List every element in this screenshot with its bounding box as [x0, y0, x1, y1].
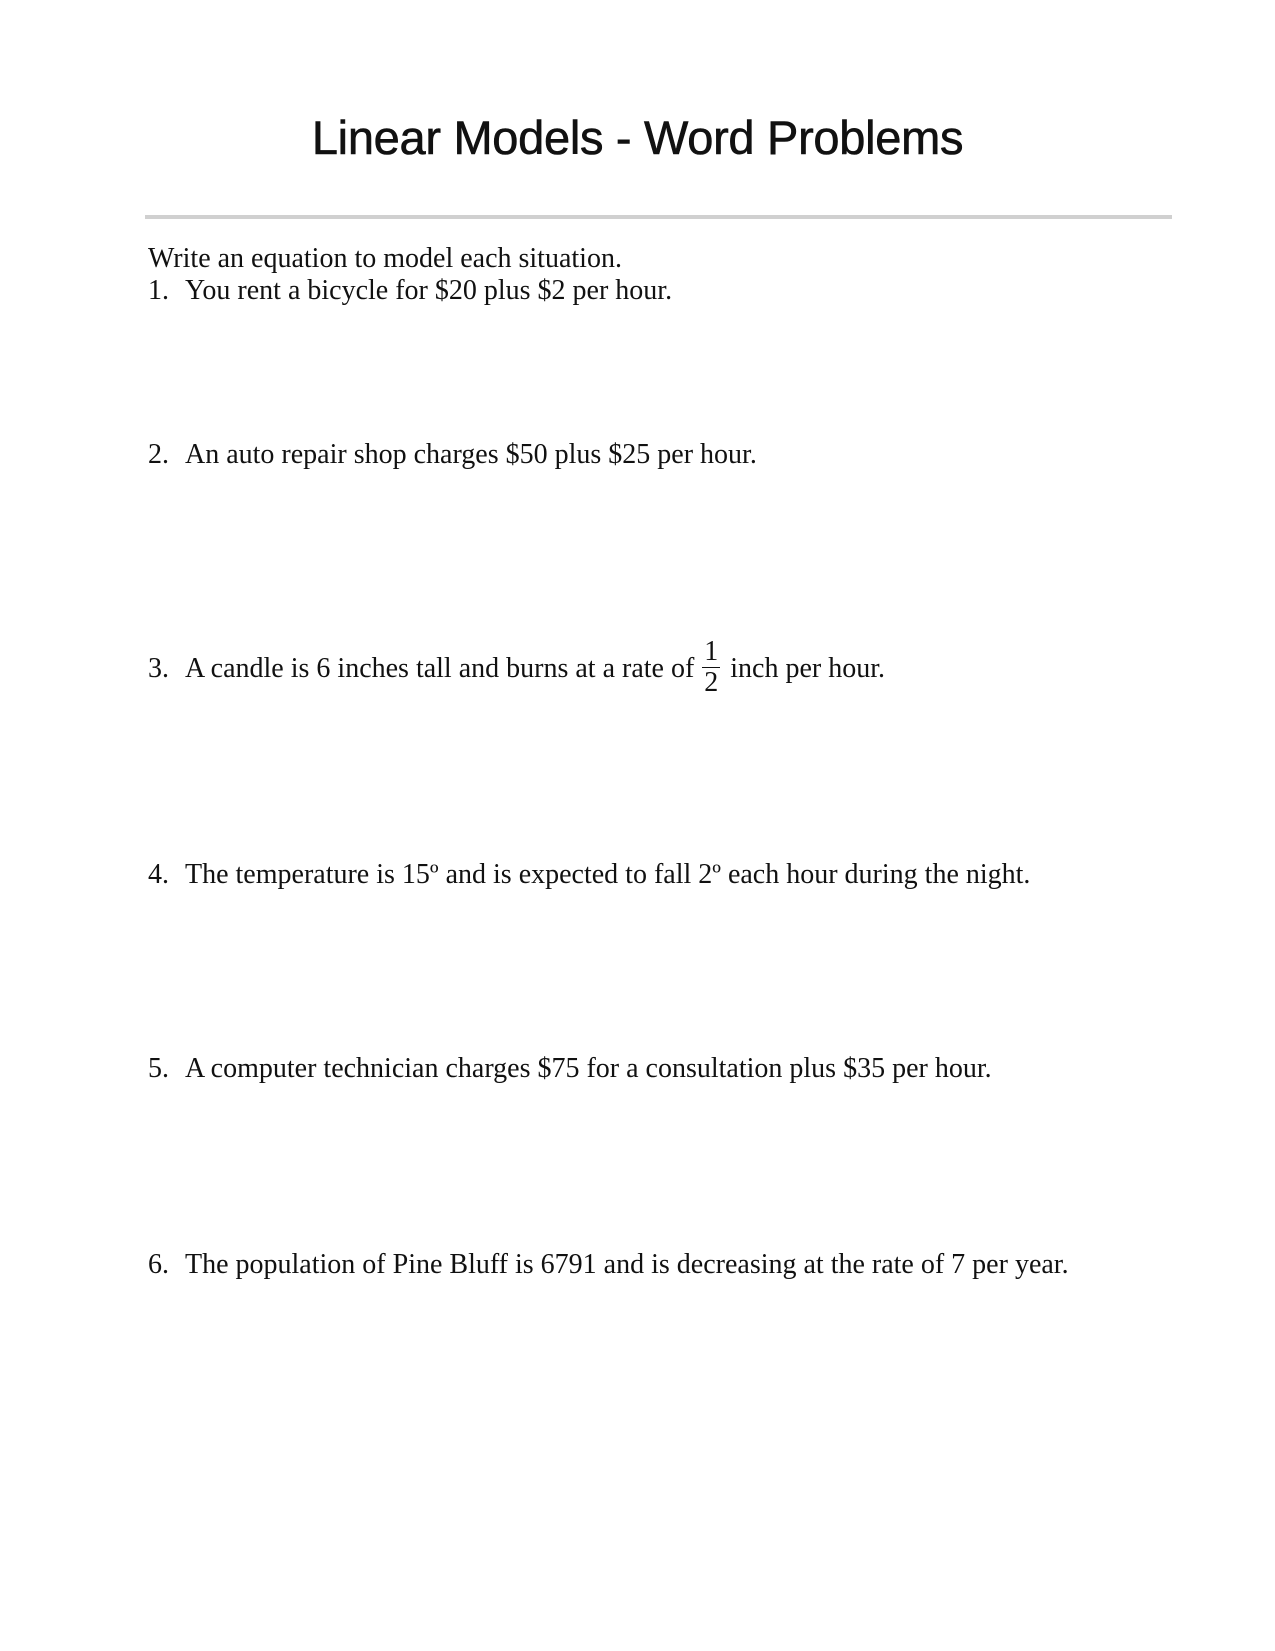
problem-text: A candle is 6 inches tall and burns at a rate of: [185, 652, 695, 684]
title-divider: [145, 215, 1172, 219]
problem-number: 3.: [148, 652, 169, 684]
problem-item: [148, 1248, 1069, 1282]
problem-item: [148, 858, 1030, 892]
problem-item: [148, 438, 757, 472]
instructions-text: Write an equation to model each situation.: [148, 243, 622, 274]
problem-text: The temperature is 15º and is expected to fall 2º each hour during the night.: [185, 859, 1031, 890]
fraction-numerator: 1: [704, 636, 719, 667]
problem-text: An auto repair shop charges $50 plus $25 per hour.: [185, 439, 757, 470]
fraction-denominator: 2: [704, 667, 719, 698]
problem-number: 6.: [148, 1249, 169, 1280]
problem-text: A computer technician charges $75 for a consultation plus $35 per hour.: [185, 1053, 992, 1084]
problem-item: [148, 274, 672, 308]
worksheet-title: Linear Models - Word Problems: [311, 111, 964, 164]
problem-number: 5.: [148, 1053, 169, 1084]
problem-number: 1.: [148, 275, 169, 306]
problem-item: [148, 636, 886, 701]
problem-text: The population of Pine Bluff is 6791 and is decreasing at the rate of 7 per year.: [185, 1249, 1069, 1280]
problem-number: 2.: [148, 439, 169, 470]
fraction: [702, 637, 720, 698]
problem-number: 4.: [148, 859, 169, 890]
problem-text-continued: inch per hour.: [730, 652, 886, 684]
problem-item: [148, 1052, 992, 1086]
problem-text: You rent a bicycle for $20 plus $2 per hour.: [185, 275, 673, 306]
